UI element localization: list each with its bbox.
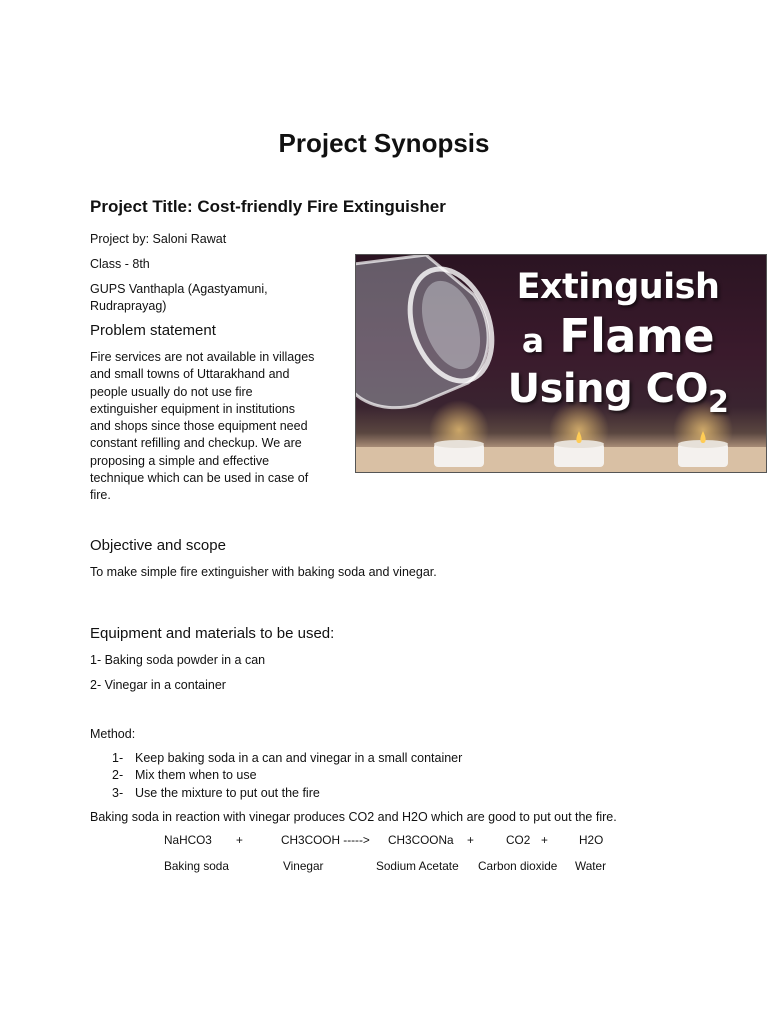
formula-reactant: NaHCO3 [164,833,212,847]
compound-name: Water [575,859,607,873]
objective-text: To make simple fire extinguisher with baking soda and vinegar. [90,565,437,579]
method-step [112,785,462,802]
formula-product: H2O [579,833,604,847]
method-list [112,750,462,802]
page-title: Project Synopsis [278,128,490,158]
problem-text [90,349,314,505]
equation-formulas [0,833,768,849]
equipment-item: 1- Baking soda powder in a can [90,653,266,667]
formula-product: CH3COONa [388,833,454,847]
compound-name: Baking soda [164,859,229,873]
hero-line-2b: Flame [559,309,715,363]
problem-heading: Problem statement [90,322,216,339]
compound-name: Vinegar [283,859,324,873]
problem-line: fire. [90,488,111,503]
compound-name: Sodium Acetate [376,859,459,873]
step-text: Keep baking soda in a can and vinegar in a small container [135,751,463,765]
hero-line-3-text: Using CO [507,366,709,412]
step-text: Mix them when to use [135,768,257,783]
extinguish-flame-image [355,254,767,473]
objective-heading: Objective and scope [90,537,226,554]
problem-line: proposing a simple and effective [90,453,270,468]
compound-name: Carbon dioxide [478,859,558,873]
problem-line: extinguisher equipment in institutions [90,401,295,416]
hero-line-3-sub: 2 [708,385,729,420]
method-heading: Method: [90,727,136,741]
problem-line: and small towns of Uttarakhand and [90,367,290,382]
hero-line-3 [478,365,758,427]
project-class: Class - 8th [90,257,150,271]
problem-line: Fire services are not available in villages [90,350,315,364]
school-line-2: Rudraprayag) [90,299,167,313]
equation-names [0,859,768,875]
step-number: 2- [112,768,124,783]
formula-product: CO2 [506,833,531,847]
problem-line: and shops since those equipment need [90,419,308,434]
equipment-heading: Equipment and materials to be used: [90,625,335,642]
project-title: Project Title: Cost-friendly Fire Extinguisher [90,197,446,216]
reaction-sentence: Baking soda in reaction with vinegar produces CO2 and H2O which are good to put out the fire. [90,810,617,824]
step-number: 1- [112,751,124,765]
problem-line: constant refilling and checkup. We are [90,436,302,451]
formula-plus: + [467,833,474,847]
hero-line-2 [478,310,758,367]
school-line-1: GUPS Vanthapla (Agastyamuni, [90,282,268,296]
problem-line: people usually do not use fire [90,384,253,399]
step-text: Use the mixture to put out the fire [135,785,320,800]
formula-plus: + [541,833,548,847]
method-step [112,767,462,784]
project-author: Project by: Saloni Rawat [90,232,227,246]
formula-reactant: CH3COOH -----> [281,833,370,847]
method-step [112,750,462,767]
equipment-item: 2- Vinegar in a container [90,678,226,692]
hero-line-2a: a [521,321,544,360]
formula-plus: + [236,833,243,847]
hero-line-1: Extinguish [516,267,720,307]
problem-line: technique which can be used in case of [90,471,309,486]
step-number: 3- [112,785,124,800]
